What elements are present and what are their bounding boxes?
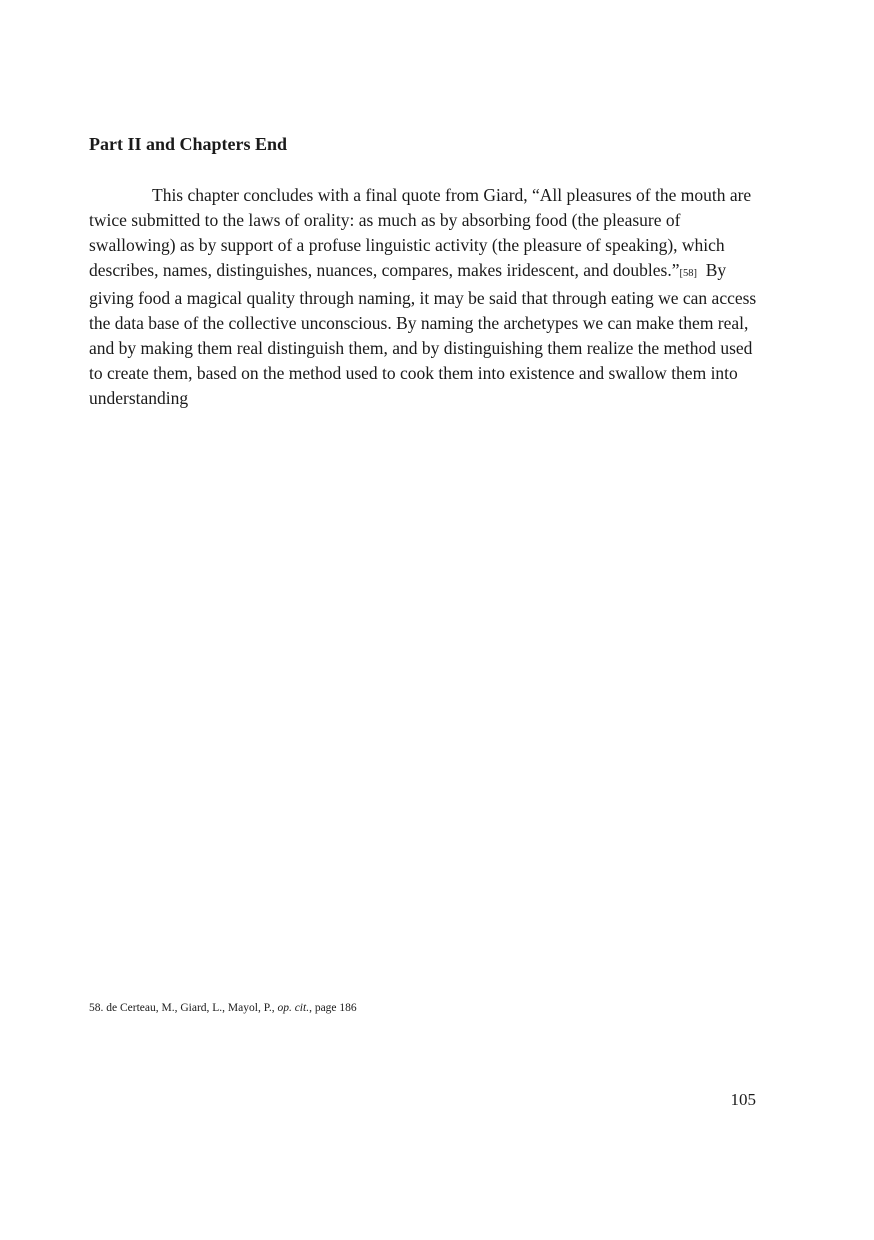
section-heading: Part II and Chapters End [89,134,288,154]
footnote-text-end: , page 186 [309,1002,357,1014]
page-number: 105 [730,1090,756,1109]
footnote [89,1001,357,1016]
body-text-after-ref: By giving food a magical quality through naming, it may be said that through eating we can access the data base of the collective unconscious. By naming the archetypes we can make them real, and by making them real distinguish them, and by distinguishing them realize the method used to create them, based on the method used to cook them into existence and swallow them into understanding [89,260,757,408]
body-paragraph [89,183,757,411]
footnote-text-start: 58. de Certeau, M., Giard, L., Mayol, P., [89,1002,278,1014]
body-text-before-ref: This chapter concludes with a final quote from Giard, “All pleasures of the mouth are twice submitted to the laws of orality: as much as by absorbing food (the pleasure of swallowing) as by support of a profuse linguistic activity (the pleasure of speaking), which describes, names, distinguishes, nuances, compares, makes iridescent, and doubles.” [89,185,752,280]
footnote-reference[interactable]: [58] [679,268,697,279]
footnote-italic: op. cit. [277,1002,310,1014]
